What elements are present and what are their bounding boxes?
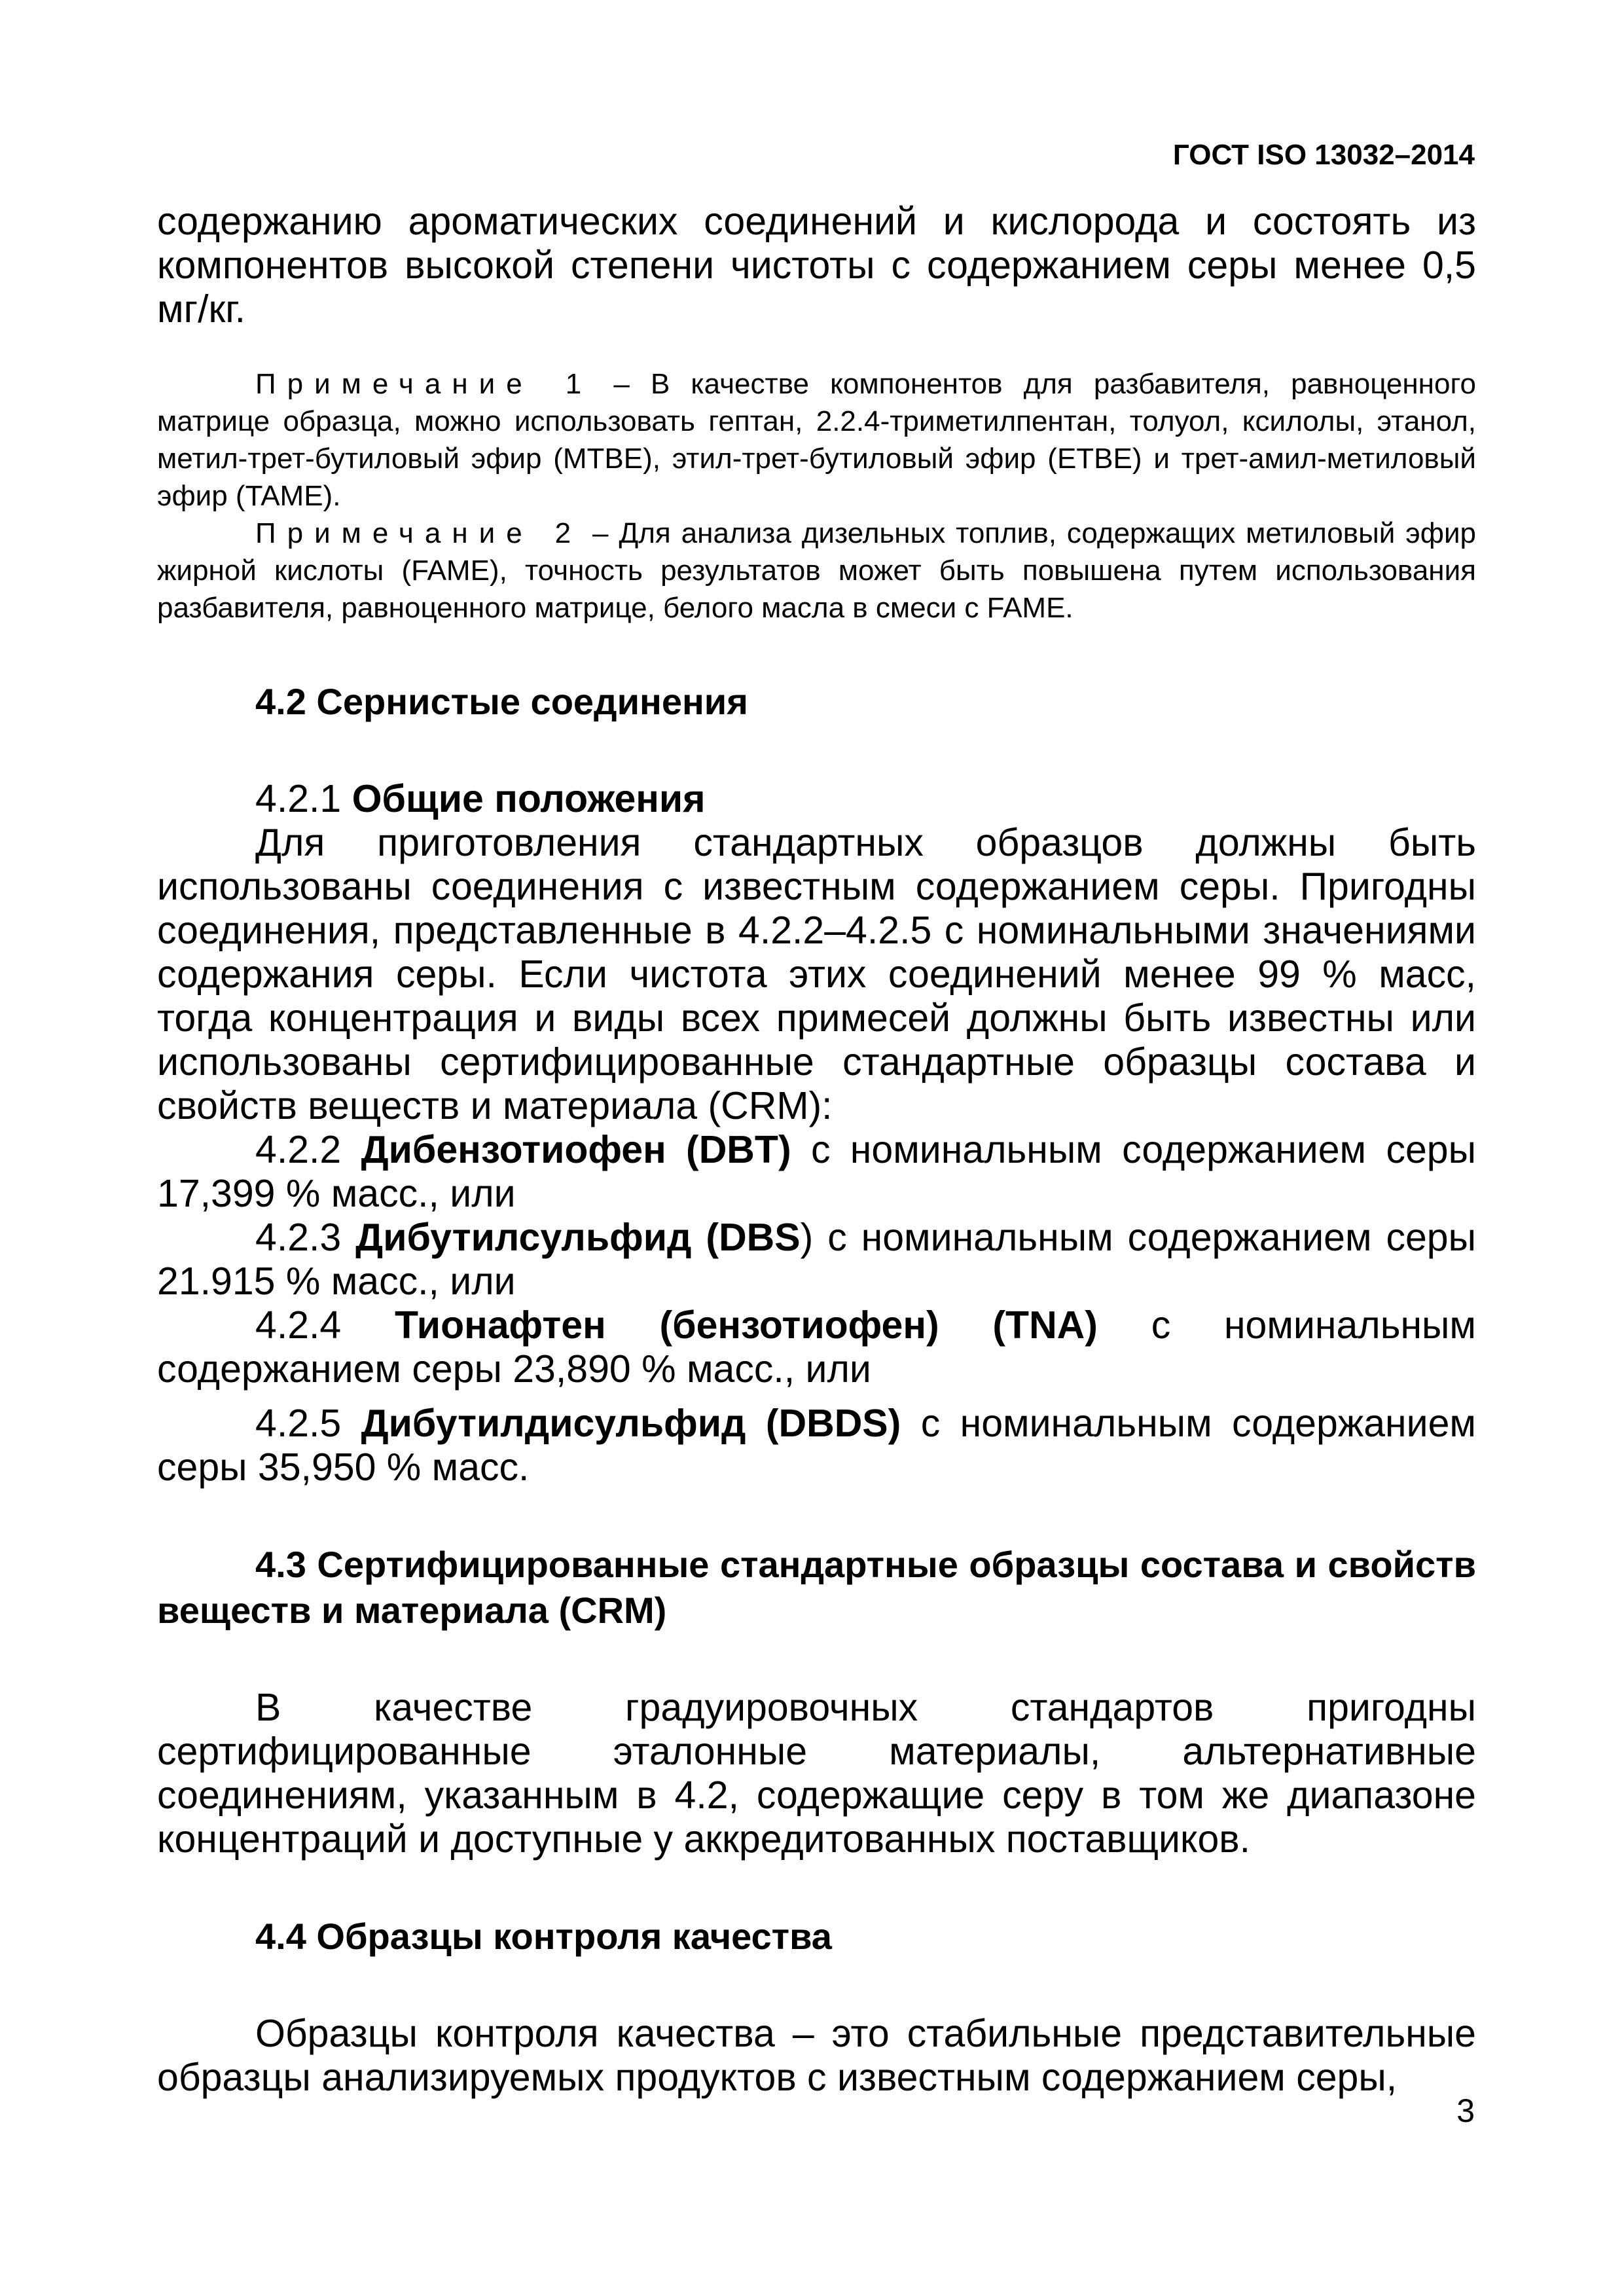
item-number: 4.2.3 — [255, 1216, 356, 1259]
section-4-4-title: 4.4 Образцы контроля качества — [255, 1916, 832, 1957]
item-number: 4.2.4 — [255, 1303, 395, 1347]
item-text: ) с номинальным содержанием серы 21.915 % масс., или — [157, 1216, 1477, 1303]
list-item-4-2-5 — [157, 1402, 1476, 1489]
note-1-text: – В качестве компонентов для разбавителя, равноценного матрице образца, можно использовать гептан, 2.2.4-триметилпентан, толуол, ксилолы, этанол, метил-трет-бутиловый эфир (MTBE), этил-трет-бутиловый эфир (ETBE) и трет-амил-метиловый эфир (TAME). — [157, 368, 1476, 512]
section-4-2-1-heading — [157, 777, 1476, 821]
item-text: с номинальным содержанием серы 23,890 % масс., или — [157, 1303, 1476, 1391]
note-1 — [157, 365, 1476, 515]
section-4-3-text: В качестве градуировочных стандартов пригодны сертифицированные эталонные материалы, альтернативные соединениям, указанным в 4.2, содержащие серу в том же диапазоне концентраций и доступные у аккредитованных поставщиков. — [157, 1686, 1476, 1861]
section-4-3-title: 4.3 Сертифицированные стандартные образцы состава и свойств веществ и материала (CRM) — [157, 1544, 1476, 1631]
section-4-2-1-text: Для приготовления стандартных образцов должны быть использованы соединения с известным содержанием серы. Пригодны соединения, представленные в 4.2.2–4.2.5 с номинальными значениями содержания серы. Если чистота этих соединений менее 99 % масс, тогда концентрация и виды всех примесей должны быть известны или использованы сертифицированные стандартные образцы состава и свойств веществ и материала (CRM): — [157, 821, 1476, 1127]
item-compound: Дибутилдисульфид (DBDS) — [361, 1402, 901, 1445]
document-body — [157, 200, 1476, 2100]
document-header: ГОСТ ISO 13032–2014 — [1172, 139, 1475, 171]
item-text: с номинальным содержанием серы 17,399 % масс., или — [157, 1128, 1476, 1215]
item-compound: Тионафтен (бензотиофен) (TNA) — [395, 1303, 1098, 1347]
note-2 — [157, 515, 1476, 627]
note-2-text: – Для анализа дизельных топлив, содержащих метиловый эфир жирной кислоты (FAME), точность результатов может быть повышена путем использования разбавителя, равноценного матрице, белого масла в смеси с FAME. — [157, 517, 1476, 624]
list-item-4-2-3 — [157, 1216, 1476, 1303]
note-1-label: Примечание 1 — [255, 368, 593, 400]
section-4-2-1-title: Общие положения — [352, 777, 706, 820]
section-4-4-text: Образцы контроля качества – это стабильные представительные образцы анализируемых продуктов с известным содержанием серы, — [157, 2012, 1476, 2099]
item-text: с номинальным содержанием серы 35,950 % масс. — [157, 1402, 1476, 1489]
note-2-label: Примечание 2 — [255, 517, 583, 549]
list-item-4-2-2 — [157, 1128, 1476, 1216]
list-item-4-2-4 — [157, 1303, 1476, 1391]
section-4-2-1-number: 4.2.1 — [255, 777, 352, 820]
page-number: 3 — [1456, 2092, 1475, 2129]
intro-paragraph: содержанию ароматических соединений и кислорода и состоять из компонентов высокой степени чистоты с содержанием серы менее 0,5 мг/кг. — [157, 200, 1476, 331]
item-compound: Дибутилсульфид (DBS — [355, 1216, 801, 1259]
item-compound: Дибензотиофен (DBT) — [361, 1128, 791, 1171]
item-number: 4.2.5 — [255, 1402, 361, 1445]
item-number: 4.2.2 — [255, 1128, 361, 1171]
section-4-2-title: 4.2 Сернистые соединения — [255, 681, 748, 722]
